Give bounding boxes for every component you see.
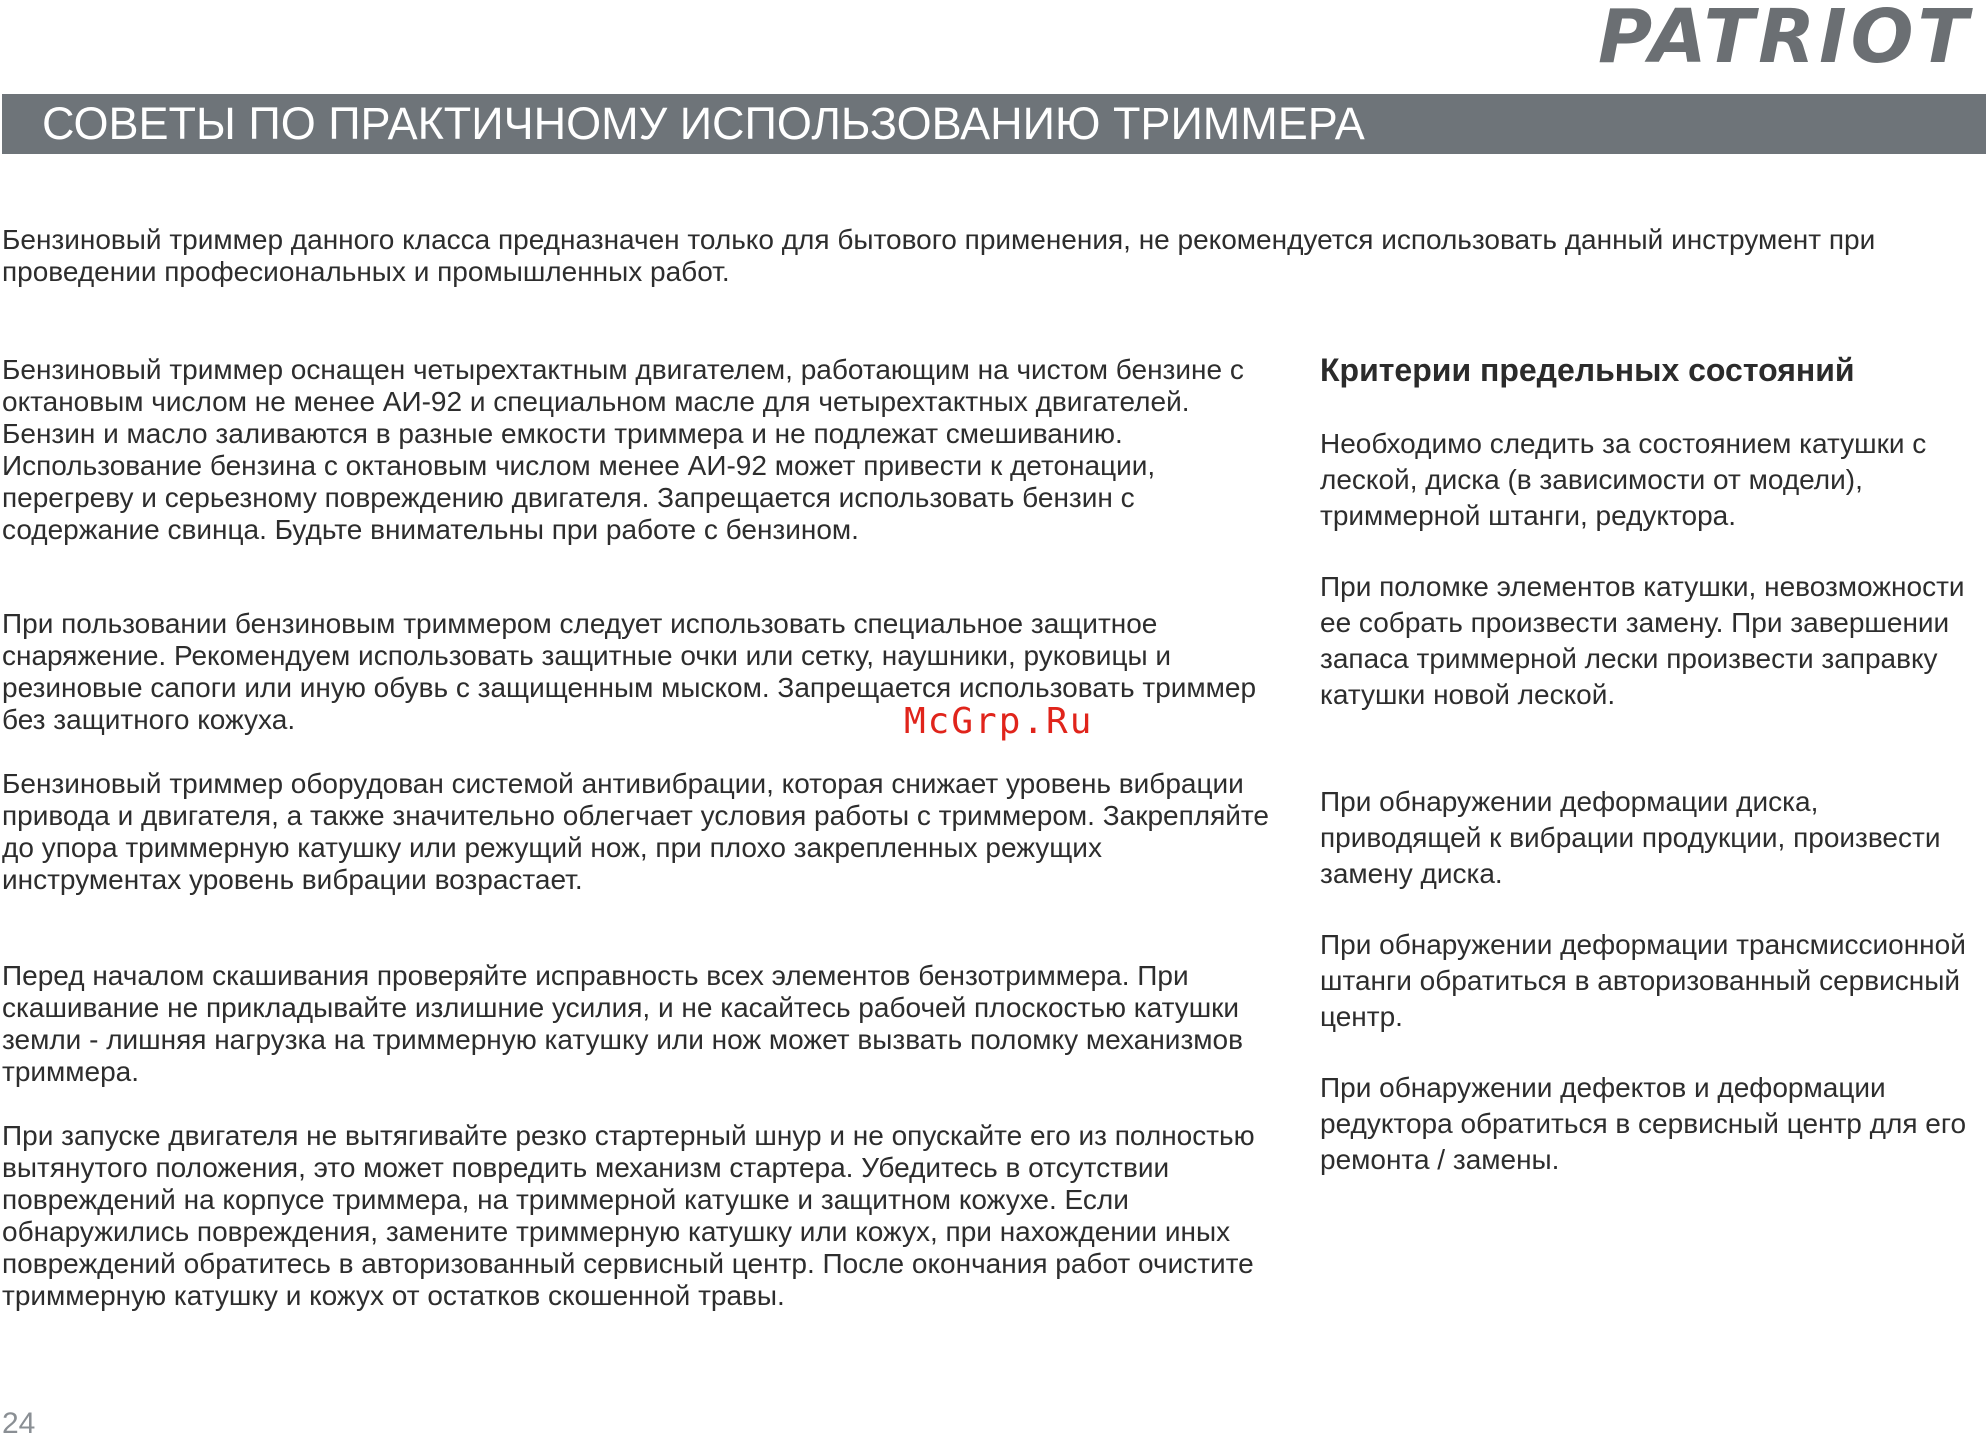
left-paragraph-mowing: Перед началом скашивания проверяйте исправность всех элементов бензотриммера. При скашивание не прикладывайте излишние усилия, и не касайтесь рабочей плоскостью катушки земли - лишняя нагрузка на триммерную катушку или нож может вызвать поломку механизмов триммера. — [2, 960, 1243, 1087]
left-paragraph-protection: При пользовании бензиновым триммером следует использовать специальное защитное снаряжение. Рекомендуем использовать защитные очки или сетку, наушники, руковицы и резиновые сапоги или иную обувь с защищенным мыском. Запрещается использовать триммер без защитного кожуха. — [2, 608, 1257, 735]
right-paragraph-monitor: Необходимо следить за состоянием катушки с леской, диска (в зависимости от модели), триммерной штанги, редуктора. — [1320, 428, 1927, 531]
right-paragraph-gearbox: При обнаружении дефектов и деформации редуктора обратиться в сервисный центр для его ремонта / замены. — [1320, 1072, 1967, 1175]
right-paragraph-shaft: При обнаружении деформации трансмиссионной штанги обратиться в авторизованный сервисный центр. — [1320, 929, 1966, 1032]
section-title-bar — [2, 94, 1986, 154]
page-number: 24 — [2, 1407, 36, 1440]
brand-logo: PATRIOT — [1597, 0, 1972, 80]
left-paragraph-starter: При запуске двигателя не вытягивайте резко стартерный шнур и не опускайте его из полностью вытянутого положения, это может повредить механизм стартера. Убедитесь в отсутствии повреждений на корпусе триммера, на триммерной катушке и защитном кожухе. Если обнаружились повреждения, замените триммерную катушку или кожух, при нахождении иных повреждений обратитесь в авторизованный сервисный центр. После окончания работ очистите триммерную катушку и кожух от остатков скошенной травы. — [2, 1120, 1255, 1311]
intro-paragraph: Бензиновый триммер данного класса предназначен только для бытового применения, не рекомендуется использовать данный инструмент при проведении професиональных и промышленных работ. — [2, 224, 1876, 287]
page-title: СОВЕТЫ ПО ПРАКТИЧНОМУ ИСПОЛЬЗОВАНИЮ ТРИММЕРА — [42, 98, 1365, 149]
right-paragraph-disc: При обнаружении деформации диска, приводящей к вибрации продукции, произвести замену диска. — [1320, 786, 1941, 889]
criteria-heading: Критерии предельных состояний — [1320, 352, 1855, 388]
watermark-text: McGrp.Ru — [904, 701, 1094, 742]
left-paragraph-antivibration: Бензиновый триммер оборудован системой антивибрации, которая снижает уровень вибрации привода и двигателя, а также значительно облегчает условия работы с триммером. Закрепляйте до упора триммерную катушку или режущий нож, при плохо закрепленных режущих инструментах уровень вибрации возрастает. — [2, 768, 1269, 895]
right-paragraph-spool: При поломке элементов катушки, невозможности ее собрать произвести замену. При завершении запаса триммерной лески произвести заправку катушки новой леской. — [1320, 571, 1965, 710]
left-paragraph-fuel: Бензиновый триммер оснащен четырехтактным двигателем, работающим на чистом бензине с октановым числом не менее АИ-92 и специальном масле для четырехтактных двигателей. Бензин и масло заливаются в разные емкости триммера и не подлежат смешиванию. Использование бензина с октановым числом менее АИ-92 может привести к детонации, перегреву и серьезному повреждению двигателя. Запрещается использовать бензин с содержание свинца. Будьте внимательны при работе с бензином. — [2, 354, 1244, 545]
